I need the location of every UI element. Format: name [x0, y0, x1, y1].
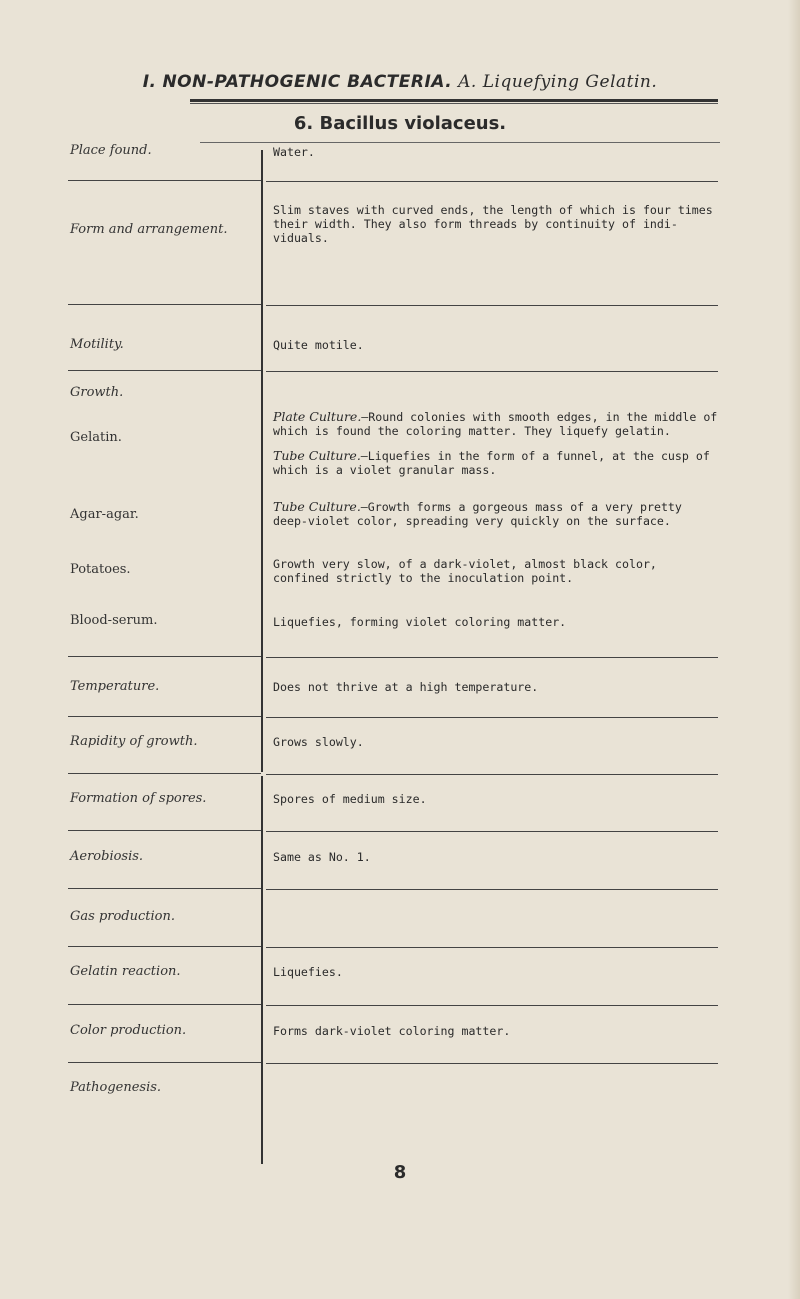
running-head-section: NON-PATHOGENIC BACTERIA. — [162, 72, 453, 92]
sublabel-blood-serum: Blood-serum. — [70, 613, 158, 628]
value-place-found: Water. — [273, 145, 315, 159]
row-divider — [68, 716, 261, 717]
label-pathogenesis: Pathogenesis. — [70, 1080, 162, 1095]
running-head — [0, 72, 800, 92]
row-divider — [68, 304, 261, 305]
running-head-part: I. — [142, 72, 157, 92]
column-divider — [261, 150, 263, 772]
label-temperature: Temperature. — [70, 679, 160, 694]
value-agar-agar — [273, 500, 718, 528]
row-divider — [266, 371, 718, 372]
label-aerobiosis: Aerobiosis. — [70, 849, 144, 864]
prefix-plate-culture: Plate Culture. — [273, 409, 362, 424]
label-gelatin-reaction: Gelatin reaction. — [70, 964, 181, 979]
prefix-tube-culture: Tube Culture. — [273, 448, 361, 463]
sublabel-gelatin: Gelatin. — [70, 430, 122, 445]
row-divider — [266, 889, 718, 890]
row-divider — [266, 657, 718, 658]
header-rule-thick — [190, 99, 718, 102]
row-divider — [68, 773, 261, 774]
value-spores: Spores of medium size. — [273, 792, 427, 806]
row-divider — [68, 1062, 261, 1063]
row-divider — [266, 947, 718, 948]
value-aerobiosis: Same as No. 1. — [273, 850, 371, 864]
value-motility: Quite motile. — [273, 338, 364, 352]
value-potatoes — [273, 557, 718, 585]
row-divider — [68, 830, 261, 831]
row-divider — [266, 774, 718, 775]
label-motility: Motility. — [70, 337, 124, 352]
page-edge — [788, 0, 800, 1299]
column-divider — [261, 776, 263, 1164]
text-potatoes: Growth very slow, of a dark-violet, almost black color, confined strictly to the inoculation point. — [273, 557, 657, 585]
value-form-arrangement: Slim staves with curved ends, the length of which is four times their width. They also form threads by continuity of indi-viduals. — [273, 203, 713, 245]
row-divider — [266, 1063, 718, 1064]
value-blood-serum — [273, 615, 718, 629]
value-color-production: Forms dark-violet coloring matter. — [273, 1024, 511, 1038]
value-gelatin-reaction: Liquefies. — [273, 965, 343, 979]
label-place-found: Place found. — [70, 143, 152, 158]
page-number: 8 — [393, 1162, 407, 1183]
label-growth: Growth. — [70, 385, 124, 400]
running-head-subsection: A. Liquefying Gelatin. — [458, 72, 658, 92]
row-divider — [68, 656, 261, 657]
value-temperature: Does not thrive at a high temperature. — [273, 680, 539, 694]
row-divider — [266, 1005, 718, 1006]
value-gelatin-tube — [273, 449, 718, 477]
row-divider — [266, 831, 718, 832]
sublabel-agar-agar: Agar-agar. — [70, 507, 139, 522]
text-agar-tube-culture: —Growth forms a gorgeous mass of a very pretty deep-violet color, spreading very quickly on the surface. — [273, 500, 682, 528]
row-divider — [266, 181, 718, 182]
row-divider — [68, 1004, 261, 1005]
label-form-arrangement: Form and arrangement. — [70, 222, 228, 237]
text-tube-culture: —Liquefies in the form of a funnel, at the cusp of which is a violet granular mass. — [273, 449, 710, 477]
header-rule-thin — [190, 103, 718, 104]
value-gelatin-plate — [273, 410, 718, 438]
label-rapidity: Rapidity of growth. — [70, 734, 198, 749]
row-divider — [266, 717, 718, 718]
title-rule — [200, 142, 720, 143]
label-gas-production: Gas production. — [70, 909, 175, 924]
page-title: 6. Bacillus violaceus. — [293, 113, 507, 134]
label-spores: Formation of spores. — [70, 791, 207, 806]
row-divider — [68, 180, 261, 181]
row-divider — [68, 370, 261, 371]
value-rapidity: Grows slowly. — [273, 735, 364, 749]
text-blood-serum: Liquefies, forming violet coloring matter. — [273, 615, 567, 629]
prefix-agar-tube-culture: Tube Culture. — [273, 499, 361, 514]
row-divider — [68, 888, 261, 889]
label-color-production: Color production. — [70, 1023, 187, 1038]
sublabel-potatoes: Potatoes. — [70, 562, 131, 577]
text-plate-culture: —Round colonies with smooth edges, in the middle of which is found the coloring matter. They liquefy gelatin. — [273, 410, 718, 438]
row-divider — [68, 946, 261, 947]
row-divider — [266, 305, 718, 306]
